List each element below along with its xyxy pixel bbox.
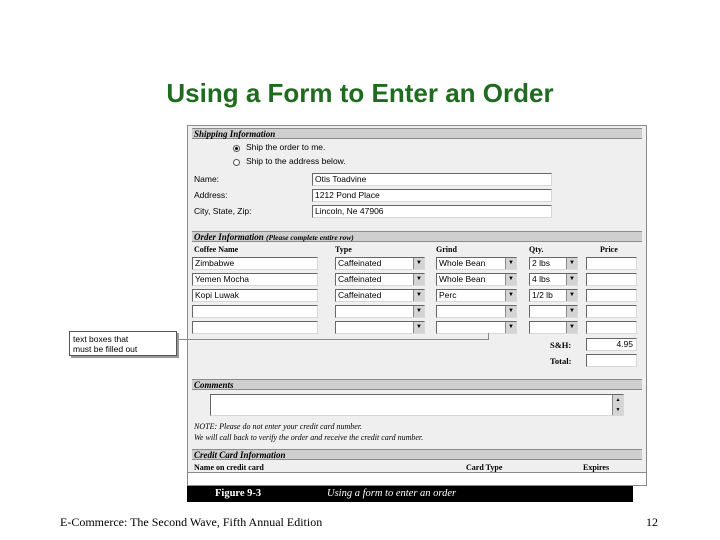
type-select[interactable] [335,305,425,318]
total-field[interactable] [586,354,637,367]
type-select[interactable] [335,321,425,334]
comments-textarea[interactable] [210,394,624,416]
city-state-zip-label: City, State, Zip: [194,206,252,216]
type-select-value: Caffeinated [338,258,382,268]
grind-select-value: Whole Bean [439,258,486,268]
callout-pointer-line [177,339,488,340]
grind-select-value: Perc [439,290,457,300]
dropdown-arrow-icon: ▼ [505,306,516,317]
dropdown-arrow-icon: ▼ [566,290,577,301]
shipping-handling-label: S&H: [550,340,572,350]
qty-select[interactable] [529,289,578,302]
price-field[interactable] [586,257,637,270]
coffee-name-field[interactable]: Zimbabwe [192,257,318,270]
figure-caption: Using a form to enter an order [327,488,457,499]
dropdown-arrow-icon: ▼ [566,306,577,317]
ship-to-me-radio[interactable] [233,145,240,152]
address-label: Address: [194,190,228,200]
dropdown-arrow-icon: ▼ [413,290,424,301]
order-form-screenshot [187,125,647,473]
grind-select[interactable] [436,305,517,318]
qty-select-value: 2 lbs [532,258,550,268]
qty-select[interactable] [529,273,578,286]
coffee-name-field[interactable]: Yemen Mocha [192,273,318,286]
name-on-card-label: Name on credit card [194,463,264,472]
dropdown-arrow-icon: ▼ [413,306,424,317]
coffee-name-field[interactable] [192,321,318,334]
card-type-label: Card Type [466,463,503,472]
price-field[interactable] [586,273,637,286]
slide-footer: E-Commerce: The Second Wave, Fifth Annual Edition [60,515,323,529]
callout-line-2: must be filled out [73,344,138,354]
comments-heading: Comments [194,380,234,390]
ship-to-address-label: Ship to the address below. [246,156,346,166]
dropdown-arrow-icon: ▼ [505,322,516,333]
order-subheading: (Please complete entire row) [266,233,354,242]
coffee-name-field[interactable] [192,305,318,318]
shipping-handling-field[interactable]: 4.95 [586,338,637,351]
dropdown-arrow-icon: ▼ [413,322,424,333]
grind-select[interactable] [436,289,517,302]
total-label: Total: [550,356,572,366]
ship-to-address-radio[interactable] [233,159,240,166]
qty-select-value: 1/2 lb [532,290,553,300]
figure-frame [187,473,647,486]
type-select[interactable] [335,257,425,270]
dropdown-arrow-icon: ▼ [505,290,516,301]
qty-select[interactable] [529,305,578,318]
page-number: 12 [646,515,658,529]
column-header-qty: Qty. [529,245,544,254]
coffee-name-field[interactable]: Kopi Luwak [192,289,318,302]
price-field[interactable] [586,305,637,318]
dropdown-arrow-icon: ▼ [413,274,424,285]
name-label: Name: [194,174,220,184]
grind-select[interactable] [436,273,517,286]
dropdown-arrow-icon: ▼ [566,322,577,333]
column-header-price: Price [600,245,618,254]
price-field[interactable] [586,289,637,302]
qty-select[interactable] [529,321,578,334]
column-header-coffee-name: Coffee Name [194,245,239,254]
credit-section-header [192,449,642,460]
column-header-grind: Grind [436,245,457,254]
price-field[interactable] [586,321,637,334]
dropdown-arrow-icon: ▼ [566,274,577,285]
qty-select[interactable] [529,257,578,270]
scrollbar[interactable]: ▲ ▼ [612,395,623,415]
type-select[interactable] [335,289,425,302]
type-select[interactable] [335,273,425,286]
name-field[interactable]: Otis Toadvine [312,173,552,186]
qty-select-value: 4 lbs [532,274,550,284]
grind-select[interactable] [436,321,517,334]
address-field[interactable]: 1212 Pond Place [312,189,552,202]
dropdown-arrow-icon: ▼ [505,258,516,269]
dropdown-arrow-icon: ▼ [505,274,516,285]
order-section-header [192,231,642,242]
slide-title: Using a Form to Enter an Order [166,78,554,108]
credit-note-line-2: We will call back to verify the order and receive the credit card number. [194,433,424,442]
credit-note-line-1: NOTE: Please do not enter your credit card number. [194,422,363,431]
shipping-section-header [192,128,642,139]
type-select-value: Caffeinated [338,290,382,300]
type-select-value: Caffeinated [338,274,382,284]
dropdown-arrow-icon: ▼ [413,258,424,269]
callout-pointer-tick [488,333,489,340]
callout-box [69,331,177,356]
callout-line-1: text boxes that [73,334,129,344]
grind-select-value: Whole Bean [439,274,486,284]
city-state-zip-field[interactable]: Lincoln, Ne 47906 [312,205,552,218]
figure-caption-bar [187,486,633,502]
grind-select[interactable] [436,257,517,270]
figure-number: Figure 9-3 [215,488,262,499]
column-header-type: Type [335,245,352,254]
ship-to-me-label: Ship the order to me. [246,142,326,152]
dropdown-arrow-icon: ▼ [566,258,577,269]
credit-heading: Credit Card Information [194,450,286,460]
order-heading: Order Information [194,232,264,242]
shipping-heading: Shipping Information [194,129,276,139]
expires-label: Expires [583,463,610,472]
comments-section-header [192,379,642,390]
